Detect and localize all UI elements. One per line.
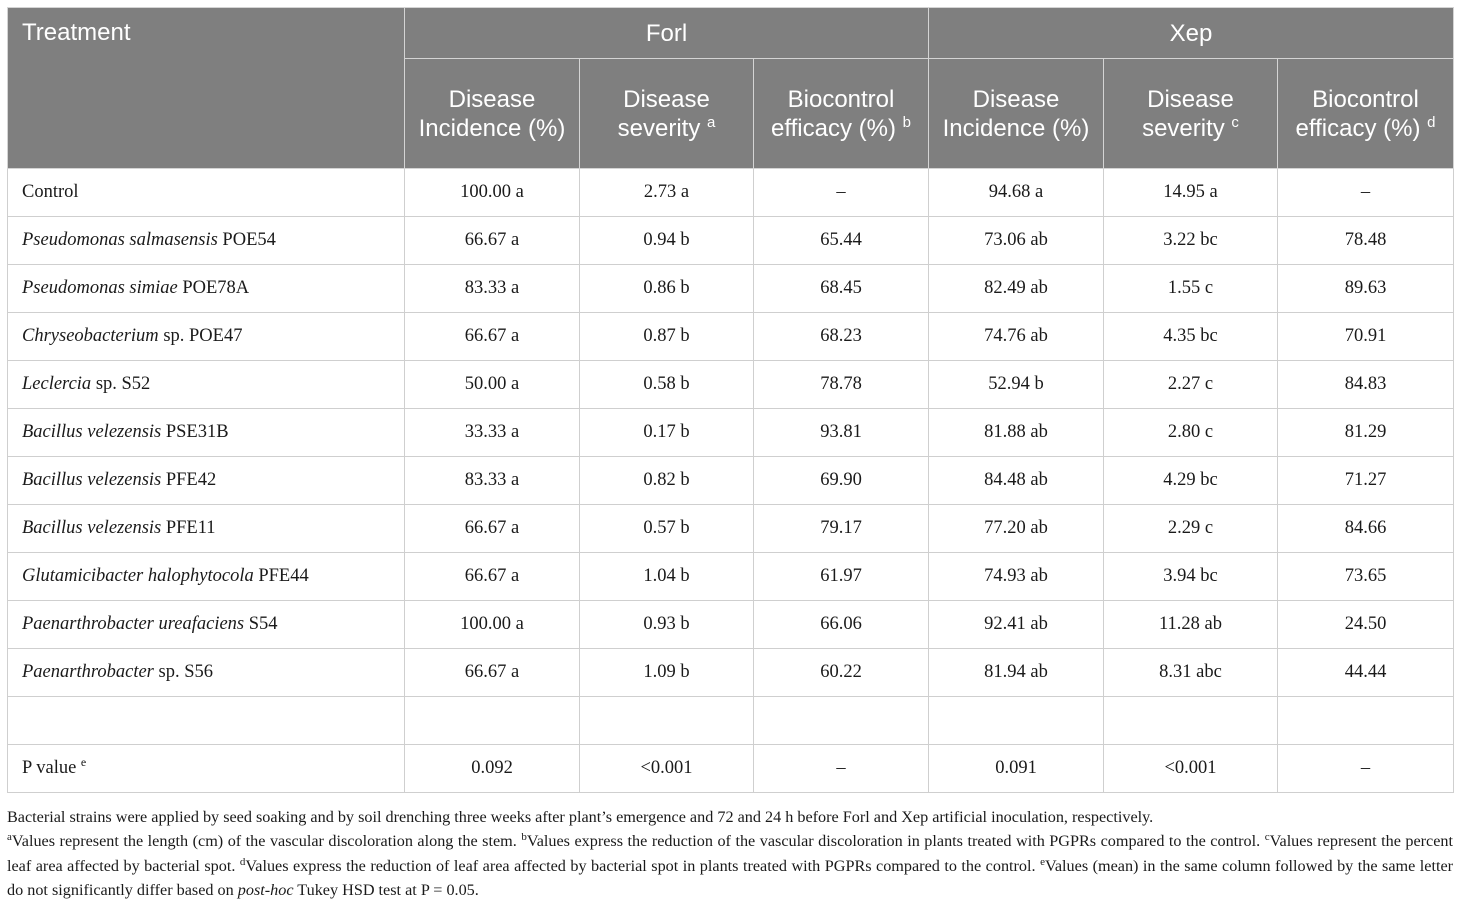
pvalue-cell: 0.092 (405, 745, 580, 793)
header-forl-severity: Disease severity $^a$ (580, 59, 754, 169)
value-cell: 2.73 a (580, 169, 754, 217)
value-cell: 84.48 ab (929, 457, 1104, 505)
value-cell: 1.04 b (580, 553, 754, 601)
value-cell: 81.88 ab (929, 409, 1104, 457)
pvalue-cell: – (754, 745, 929, 793)
empty-cell (754, 697, 929, 745)
header-forl-incidence: Disease Incidence (%) (405, 59, 580, 169)
value-cell: 78.78 (754, 361, 929, 409)
table-row (8, 553, 1454, 601)
table-body (8, 169, 1454, 793)
value-cell: 4.29 bc (1104, 457, 1278, 505)
value-cell: 84.66 (1278, 505, 1454, 553)
results-table (7, 7, 1454, 793)
value-cell: 83.33 a (405, 457, 580, 505)
value-cell: 100.00 a (405, 169, 580, 217)
treatment-name: Paenarthrobacter sp. S56 (8, 649, 405, 697)
value-cell: 0.17 b (580, 409, 754, 457)
value-cell: 82.49 ab (929, 265, 1104, 313)
value-cell: 24.50 (1278, 601, 1454, 649)
value-cell: 83.33 a (405, 265, 580, 313)
value-cell: 1.09 b (580, 649, 754, 697)
header-forl-efficacy: Biocontrol efficacy (%) $^b$ (754, 59, 929, 169)
value-cell: 2.80 c (1104, 409, 1278, 457)
value-cell: 0.86 b (580, 265, 754, 313)
empty-cell (580, 697, 754, 745)
empty-cell (405, 697, 580, 745)
value-cell: 2.29 c (1104, 505, 1278, 553)
value-cell: 92.41 ab (929, 601, 1104, 649)
value-cell: 61.97 (754, 553, 929, 601)
pvalue-row (8, 745, 1454, 793)
table-row (8, 169, 1454, 217)
value-cell: 2.27 c (1104, 361, 1278, 409)
value-cell: 78.48 (1278, 217, 1454, 265)
value-cell: 73.06 ab (929, 217, 1104, 265)
header-group-forl: Forl (405, 8, 929, 59)
footnote-abcde: $^a$Values represent the length (cm) of the vascular discoloration along the stem. $^b$Values express the reduction of the vascular discoloration in plants treated with PGPRs compared to the control. $^c$Values represent the percent leaf area affected by bacterial spot. $^d$Values express the reduction of leaf area affected by bacterial spot in plants treated with PGPRs compared to the control. $^e$Values (mean) in the same column followed by the same letter do not significantly differ based on post-hoc Tukey HSD test at P = 0.05. (7, 831, 1454, 899)
table-row (8, 457, 1454, 505)
header-xep-severity: Disease severity $^c$ (1104, 59, 1278, 169)
value-cell: 81.29 (1278, 409, 1454, 457)
value-cell: 44.44 (1278, 649, 1454, 697)
value-cell: 93.81 (754, 409, 929, 457)
value-cell: 79.17 (754, 505, 929, 553)
table-footnotes (7, 805, 1453, 902)
empty-row (8, 697, 1454, 745)
treatment-name: Bacillus velezensis PSE31B (8, 409, 405, 457)
value-cell: 8.31 abc (1104, 649, 1278, 697)
value-cell: 66.67 a (405, 313, 580, 361)
treatment-name: Pseudomonas simiae POE78A (8, 265, 405, 313)
header-group-xep: Xep (929, 8, 1454, 59)
table-row (8, 505, 1454, 553)
value-cell: 3.22 bc (1104, 217, 1278, 265)
value-cell: 66.67 a (405, 505, 580, 553)
value-cell: 3.94 bc (1104, 553, 1278, 601)
value-cell: 0.94 b (580, 217, 754, 265)
treatment-name: Glutamicibacter halophytocola PFE44 (8, 553, 405, 601)
value-cell: 84.83 (1278, 361, 1454, 409)
value-cell: 100.00 a (405, 601, 580, 649)
value-cell: 66.67 a (405, 553, 580, 601)
empty-cell (1278, 697, 1454, 745)
value-cell: 11.28 ab (1104, 601, 1278, 649)
empty-cell (929, 697, 1104, 745)
table-row (8, 601, 1454, 649)
empty-cell (8, 697, 405, 745)
pvalue-cell: <0.001 (580, 745, 754, 793)
table-row (8, 649, 1454, 697)
table-row (8, 313, 1454, 361)
treatment-name: Control (8, 169, 405, 217)
value-cell: 68.23 (754, 313, 929, 361)
value-cell: 65.44 (754, 217, 929, 265)
value-cell: 77.20 ab (929, 505, 1104, 553)
value-cell: 94.68 a (929, 169, 1104, 217)
table-row (8, 409, 1454, 457)
value-cell: 69.90 (754, 457, 929, 505)
value-cell: 81.94 ab (929, 649, 1104, 697)
value-cell: 0.87 b (580, 313, 754, 361)
table-row (8, 361, 1454, 409)
value-cell: 0.58 b (580, 361, 754, 409)
value-cell: 74.76 ab (929, 313, 1104, 361)
treatment-name: Leclercia sp. S52 (8, 361, 405, 409)
value-cell: 1.55 c (1104, 265, 1278, 313)
value-cell: 71.27 (1278, 457, 1454, 505)
header-treatment: Treatment (8, 8, 405, 169)
value-cell: 33.33 a (405, 409, 580, 457)
value-cell: 4.35 bc (1104, 313, 1278, 361)
header-xep-incidence: Disease Incidence (%) (929, 59, 1104, 169)
value-cell: 14.95 a (1104, 169, 1278, 217)
treatment-name: Bacillus velezensis PFE11 (8, 505, 405, 553)
value-cell: 52.94 b (929, 361, 1104, 409)
treatment-name: Paenarthrobacter ureafaciens S54 (8, 601, 405, 649)
table-row (8, 265, 1454, 313)
value-cell: – (754, 169, 929, 217)
value-cell: 66.67 a (405, 217, 580, 265)
value-cell: 0.82 b (580, 457, 754, 505)
value-cell: 89.63 (1278, 265, 1454, 313)
value-cell: 50.00 a (405, 361, 580, 409)
pvalue-cell: <0.001 (1104, 745, 1278, 793)
pvalue-label: P value $^e$ (8, 745, 405, 793)
treatment-name: Pseudomonas salmasensis POE54 (8, 217, 405, 265)
treatment-name: Bacillus velezensis PFE42 (8, 457, 405, 505)
pvalue-cell: 0.091 (929, 745, 1104, 793)
value-cell: 68.45 (754, 265, 929, 313)
value-cell: 60.22 (754, 649, 929, 697)
value-cell: 70.91 (1278, 313, 1454, 361)
header-xep-efficacy: Biocontrol efficacy (%) $^d$ (1278, 59, 1454, 169)
table-row (8, 217, 1454, 265)
pvalue-cell: – (1278, 745, 1454, 793)
value-cell: 74.93 ab (929, 553, 1104, 601)
value-cell: 66.06 (754, 601, 929, 649)
value-cell: 66.67 a (405, 649, 580, 697)
value-cell: 0.93 b (580, 601, 754, 649)
empty-cell (1104, 697, 1278, 745)
treatment-name: Chryseobacterium sp. POE47 (8, 313, 405, 361)
value-cell: 73.65 (1278, 553, 1454, 601)
footnote-method: Bacterial strains were applied by seed soaking and by soil drenching three weeks after plant’s emergence and 72 and 24 h before Forl and Xep artificial inoculation, respectively. (7, 808, 1154, 826)
value-cell: – (1278, 169, 1454, 217)
value-cell: 0.57 b (580, 505, 754, 553)
